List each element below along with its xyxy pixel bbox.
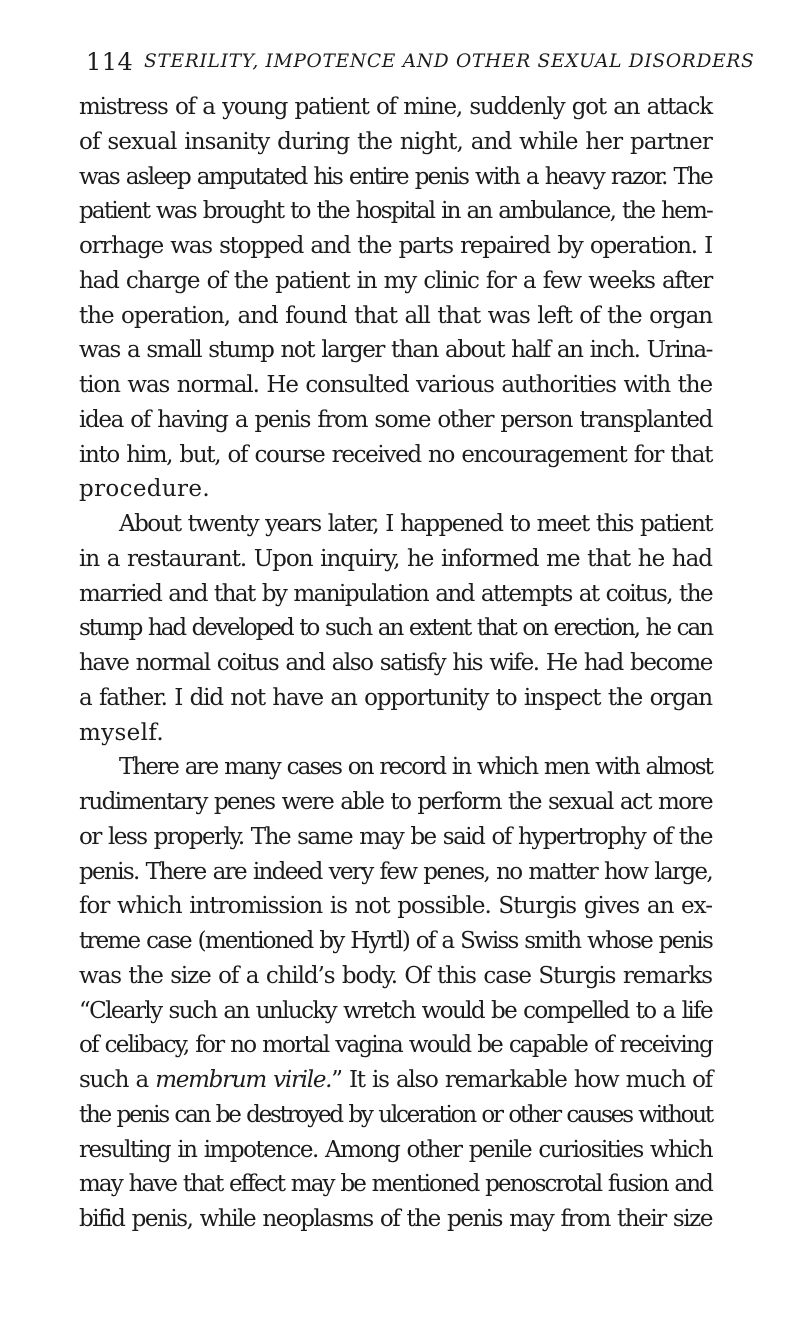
text-line: or less properly. The same may be said of hypertrophy of the — [79, 823, 712, 850]
paragraph-1 — [79, 90, 712, 507]
text-line: mistress of a young patient of mine, suddenly got an attack — [79, 94, 712, 120]
text-line: for which intromission is not possible. Sturgis gives an ex- — [79, 893, 712, 920]
text-line: married and that by manipulation and attempts at coitus, the — [79, 580, 712, 607]
text-line: tion was normal. He consulted various authorities with the — [79, 372, 712, 398]
paragraph-2 — [79, 507, 712, 750]
text-line: penis. There are indeed very few penes, no matter how large, — [79, 858, 712, 885]
text-line-with-italic — [79, 1063, 712, 1098]
text-line: rudimentary penes were able to perform the sexual act more — [79, 789, 712, 815]
running-head — [86, 48, 755, 88]
italic-phrase: membrum virile. — [155, 1067, 332, 1093]
text-line: bifid penis, while neoplasms of the penis may from their size — [79, 1206, 712, 1232]
text-line: had charge of the patient in my clinic for a few weeks after — [79, 267, 712, 294]
text-line: orrhage was stopped and the parts repaired by operation. I — [79, 233, 712, 259]
text-line: of celibacy, for no mortal vagina would be capable of receiving — [79, 1032, 712, 1059]
paragraph-3 — [79, 750, 712, 1237]
body-text — [79, 90, 712, 1237]
text-line: patient was brought to the hospital in an ambulance, the hem- — [79, 198, 712, 225]
text-line: the operation, and found that all that was left of the organ — [79, 302, 712, 329]
text-line: have normal coitus and also satisfy his wife. He had become — [79, 650, 712, 676]
text-line: stump had developed to such an extent that on erection, he can — [79, 615, 712, 642]
text-line: into him, but, of course received no encouragement for that — [79, 441, 712, 468]
text-line: of sexual insanity during the night, and while her partner — [79, 128, 712, 155]
text-line: may have that effect may be mentioned penoscrotal fusion and — [79, 1171, 712, 1198]
text-line: was a small stump not larger than about half an inch. Urina- — [79, 337, 712, 364]
text-line: was asleep amputated his entire penis with a heavy razor. The — [79, 163, 712, 190]
text-line: resulting in impotence. Among other penile curiosities which — [79, 1136, 712, 1163]
text-line: “Clearly such an unlucky wretch would be compelled to a life — [79, 997, 712, 1024]
running-title: STERILITY, IMPOTENCE AND OTHER SEXUAL DISORDERS — [144, 51, 755, 72]
text-span: ” It is also remarkable how much of — [331, 1067, 712, 1093]
text-line: a father. I did not have an opportunity to inspect the organ — [79, 684, 712, 711]
text-line: treme case (mentioned by Hyrtl) of a Swiss smith whose penis — [79, 928, 712, 954]
text-span: such a — [79, 1067, 156, 1093]
text-line: myself. — [79, 719, 165, 746]
text-line: the penis can be destroyed by ulceration or other causes without — [79, 1101, 712, 1128]
text-line: was the size of a child’s body. Of this case Sturgis remarks — [79, 962, 712, 989]
text-line: in a restaurant. Upon inquiry, he informed me that he had — [79, 545, 712, 572]
page-number: 114 — [86, 48, 134, 76]
text-line: There are many cases on record in which men with almost — [119, 754, 712, 781]
text-line: procedure. — [79, 476, 211, 503]
text-line: About twenty years later, I happened to meet this patient — [119, 511, 712, 537]
text-line: idea of having a penis from some other person transplanted — [79, 406, 712, 433]
